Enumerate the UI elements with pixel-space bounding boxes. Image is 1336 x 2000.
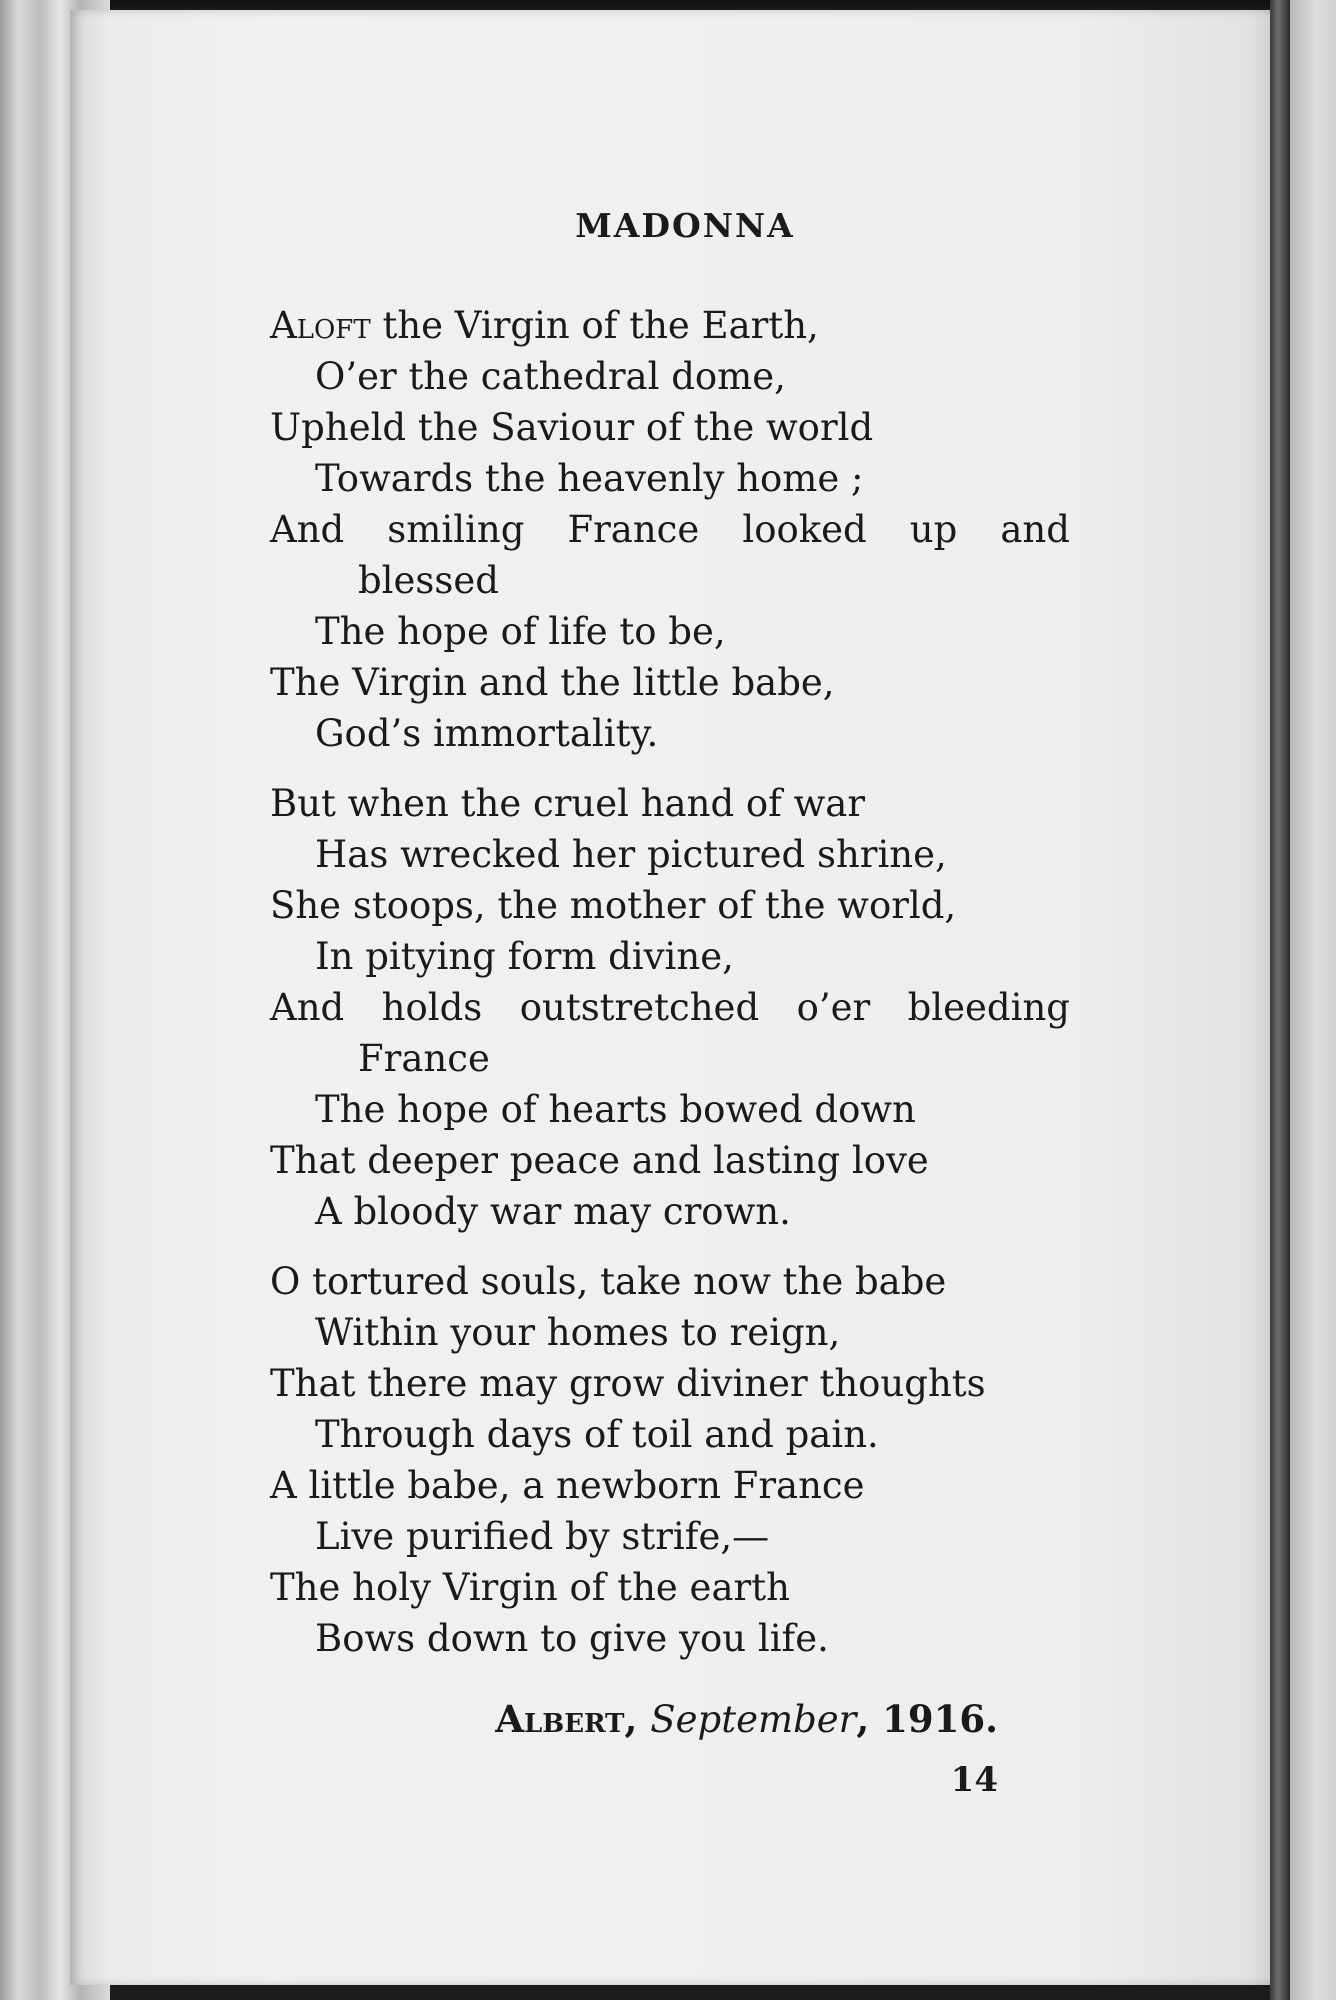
poem-word: And [270,508,345,551]
poem-line: In pitying form divine, [315,935,734,978]
poem-word: up [909,508,958,551]
poem-word: and [1000,508,1070,551]
poem-line-continuation: blessed [358,559,499,602]
poem-line: Aloft the Virgin of the Earth, [270,304,819,347]
poem-line: But when the cruel hand of war [270,782,866,825]
poem-line [270,982,1070,1033]
poem-line: Live purified by strife,— [315,1515,770,1558]
stanza-1 [270,300,1070,759]
poem-line [270,504,1070,555]
signature-month: September [650,1698,857,1741]
poem-line: O’er the cathedral dome, [315,355,786,398]
poem-signature: Albert, September, 1916. [495,1697,998,1741]
signature-place: Albert [495,1697,625,1741]
poem-line: Towards the heavenly home ; [315,457,864,500]
poem-line: Bows down to give you life. [315,1617,829,1660]
first-word-small-caps: Aloft [270,304,371,347]
page-number: 14 [950,1760,998,1800]
poem-line: The hope of hearts bowed down [315,1088,916,1131]
poem-line-continuation: France [358,1037,490,1080]
poem-word: France [567,508,700,551]
signature-year: 1916. [882,1697,998,1741]
poem-line: The Virgin and the little babe, [270,661,835,704]
stanza-2 [270,778,1070,1237]
poem-line: Upheld the Saviour of the world [270,406,874,449]
poem-line: God’s immortality. [315,712,659,755]
poem-line: Has wrecked her pictured shrine, [315,833,947,876]
poem-word: And [270,986,345,1029]
poem-line: A bloody war may crown. [315,1190,791,1233]
poem-line: The hope of life to be, [315,610,726,653]
poem-word: o’er [796,986,871,1029]
poem-word: looked [742,508,867,551]
poem-line: O tortured souls, take now the babe [270,1260,947,1303]
poem-word: bleeding [907,986,1070,1029]
poem-word: outstretched [519,986,760,1029]
poem-line: That deeper peace and lasting love [270,1139,929,1182]
book-binding [1270,0,1290,2000]
poem-body [270,300,1070,1664]
next-page-edge [1290,0,1336,2000]
poem-title: MADONNA [575,206,795,245]
poem-word: holds [381,986,483,1029]
poem-line: That there may grow diviner thoughts [270,1362,986,1405]
poem-line: Within your homes to reign, [315,1311,841,1354]
poem-line: Through days of toil and pain. [315,1413,879,1456]
stanza-3 [270,1256,1070,1664]
poem-line: She stoops, the mother of the world, [270,884,957,927]
poem-line: A little babe, a newborn France [270,1464,865,1507]
poem-line: The holy Virgin of the earth [270,1566,790,1609]
poem-word: smiling [387,508,525,551]
